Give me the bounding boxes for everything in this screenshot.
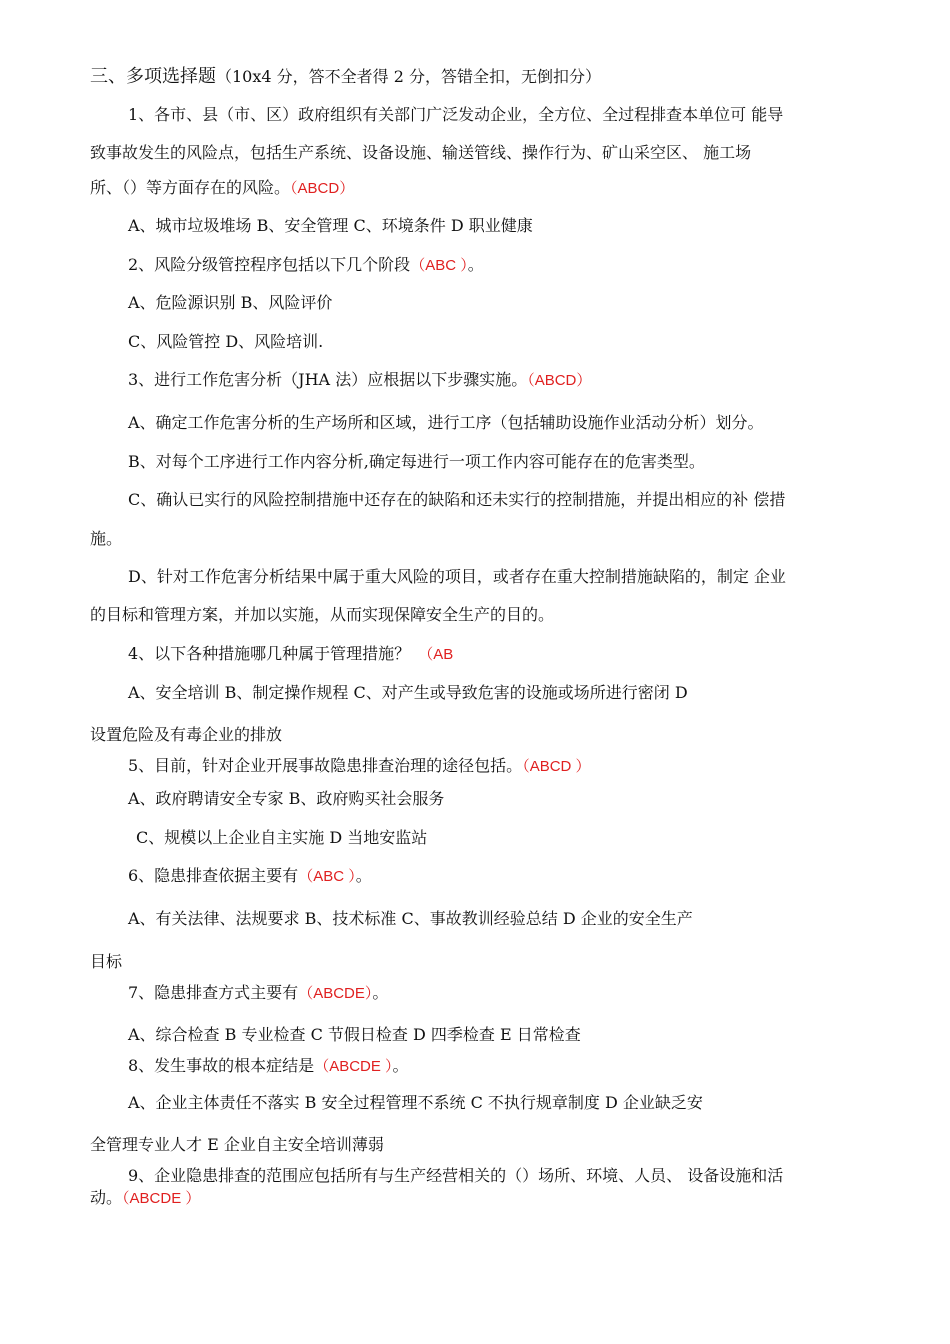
q5-option-2: C、规模以上企业自主实施 D 当地安监站 [136, 828, 428, 847]
q8-answer: （ABCDE ） [314, 1058, 393, 1075]
q3-option-d: D、针对工作危害分析结果中属于重大风险的项目，或者存在重大控制措施缺陷的，制定 企业 [128, 567, 786, 586]
q5-answer: （ABCD ） [522, 758, 591, 775]
q8-options-cont: 全管理专业人才 E 企业自主安全培训薄弱 [90, 1135, 384, 1154]
q8-options: A、企业主体责任不落实 B 安全过程管理不系统 C 不执行规章制度 D 企业缺乏安 [128, 1093, 703, 1112]
q1-answer: （ABCD） [290, 180, 355, 197]
section-heading [90, 66, 601, 88]
q4-line-1: 4、以下各种措施哪几种属于管理措施？ （AB [128, 644, 454, 663]
q5-line-1: 5、目前，针对企业开展事故隐患排查治理的途径包括。（ABCD ） [128, 756, 591, 775]
q1-line-3: 所、（）等方面存在的风险。（ABCD） [90, 178, 355, 197]
q2-option-2: C、风险管控 D、风险培训. [128, 332, 324, 351]
q6-answer: （ABC ） [298, 868, 356, 885]
q3-line-1: 3、进行工作危害分析（JHA 法）应根据以下步骤实施。（ABCD） [128, 370, 592, 389]
q3-option-b: B、对每个工序进行工作内容分析,确定每进行一项工作内容可能存在的危害类型。 [128, 452, 705, 471]
q4-answer: （AB [418, 646, 454, 663]
q4-options: A、安全培训 B、制定操作规程 C、对产生或导致危害的设施或场所进行密闭 D [128, 683, 688, 702]
q3-option-d-cont: 的目标和管理方案，并加以实施，从而实现保障安全生产的目的。 [90, 605, 555, 624]
q2-line-1: 2、风险分级管控程序包括以下几个阶段（ABC ）。 [128, 255, 484, 274]
q1-line-1: 1、各市、县（市、区）政府组织有关部门广泛发动企业，全方位、全过程排查本单位可 能导 [128, 105, 784, 124]
q8-line-1: 8、发生事故的根本症结是（ABCDE ）。 [128, 1056, 409, 1075]
heading-main: 三、多项选择题 [90, 66, 216, 87]
q6-line-1: 6、隐患排查依据主要有（ABC ）。 [128, 866, 372, 885]
heading-note: （10x4 分，答不全者得 2 分，答错全扣，无倒扣分） [216, 67, 602, 86]
q3-option-c: C、确认已实行的风险控制措施中还存在的缺陷和还未实行的控制措施，并提出相应的补 偿措 [128, 490, 786, 509]
q9-line-1: 9、企业隐患排查的范围应包括所有与生产经营相关的（）场所、环境、人员、 设备设施和活 [128, 1166, 784, 1185]
q9-answer: （ABCDE ） [122, 1190, 201, 1207]
q2-option-1: A、危险源识别 B、风险评价 [128, 293, 333, 312]
q1-options: A、城市垃圾堆场 B、安全管理 C、环境条件 D 职业健康 [128, 216, 533, 235]
q6-options-cont: 目标 [90, 952, 123, 971]
q3-answer: （ABCD） [527, 372, 592, 389]
q3-option-a: A、确定工作危害分析的生产场所和区域，进行工序（包括辅助设施作业活动分析）划分。 [128, 413, 764, 432]
q5-option-1: A、政府聘请安全专家 B、政府购买社会服务 [128, 789, 445, 808]
q7-line-1: 7、隐患排查方式主要有（ABCDE）。 [128, 983, 389, 1002]
q1-line-2: 致事故发生的风险点，包括生产系统、设备设施、输送管线、操作行为、矿山采空区、 施工场 [90, 143, 752, 162]
q4-options-cont: 设置危险及有毒企业的排放 [90, 725, 283, 744]
q7-options: A、综合检查 B 专业检查 C 节假日检查 D 四季检查 E 日常检查 [128, 1025, 581, 1044]
q2-answer: （ABC ） [410, 257, 468, 274]
q9-line-2: 动。（ABCDE ） [90, 1188, 201, 1207]
q7-answer: （ABCDE） [298, 985, 373, 1002]
q6-options: A、有关法律、法规要求 B、技术标准 C、事故教训经验总结 D 企业的安全生产 [128, 909, 693, 928]
q3-option-c-cont: 施。 [90, 529, 123, 548]
